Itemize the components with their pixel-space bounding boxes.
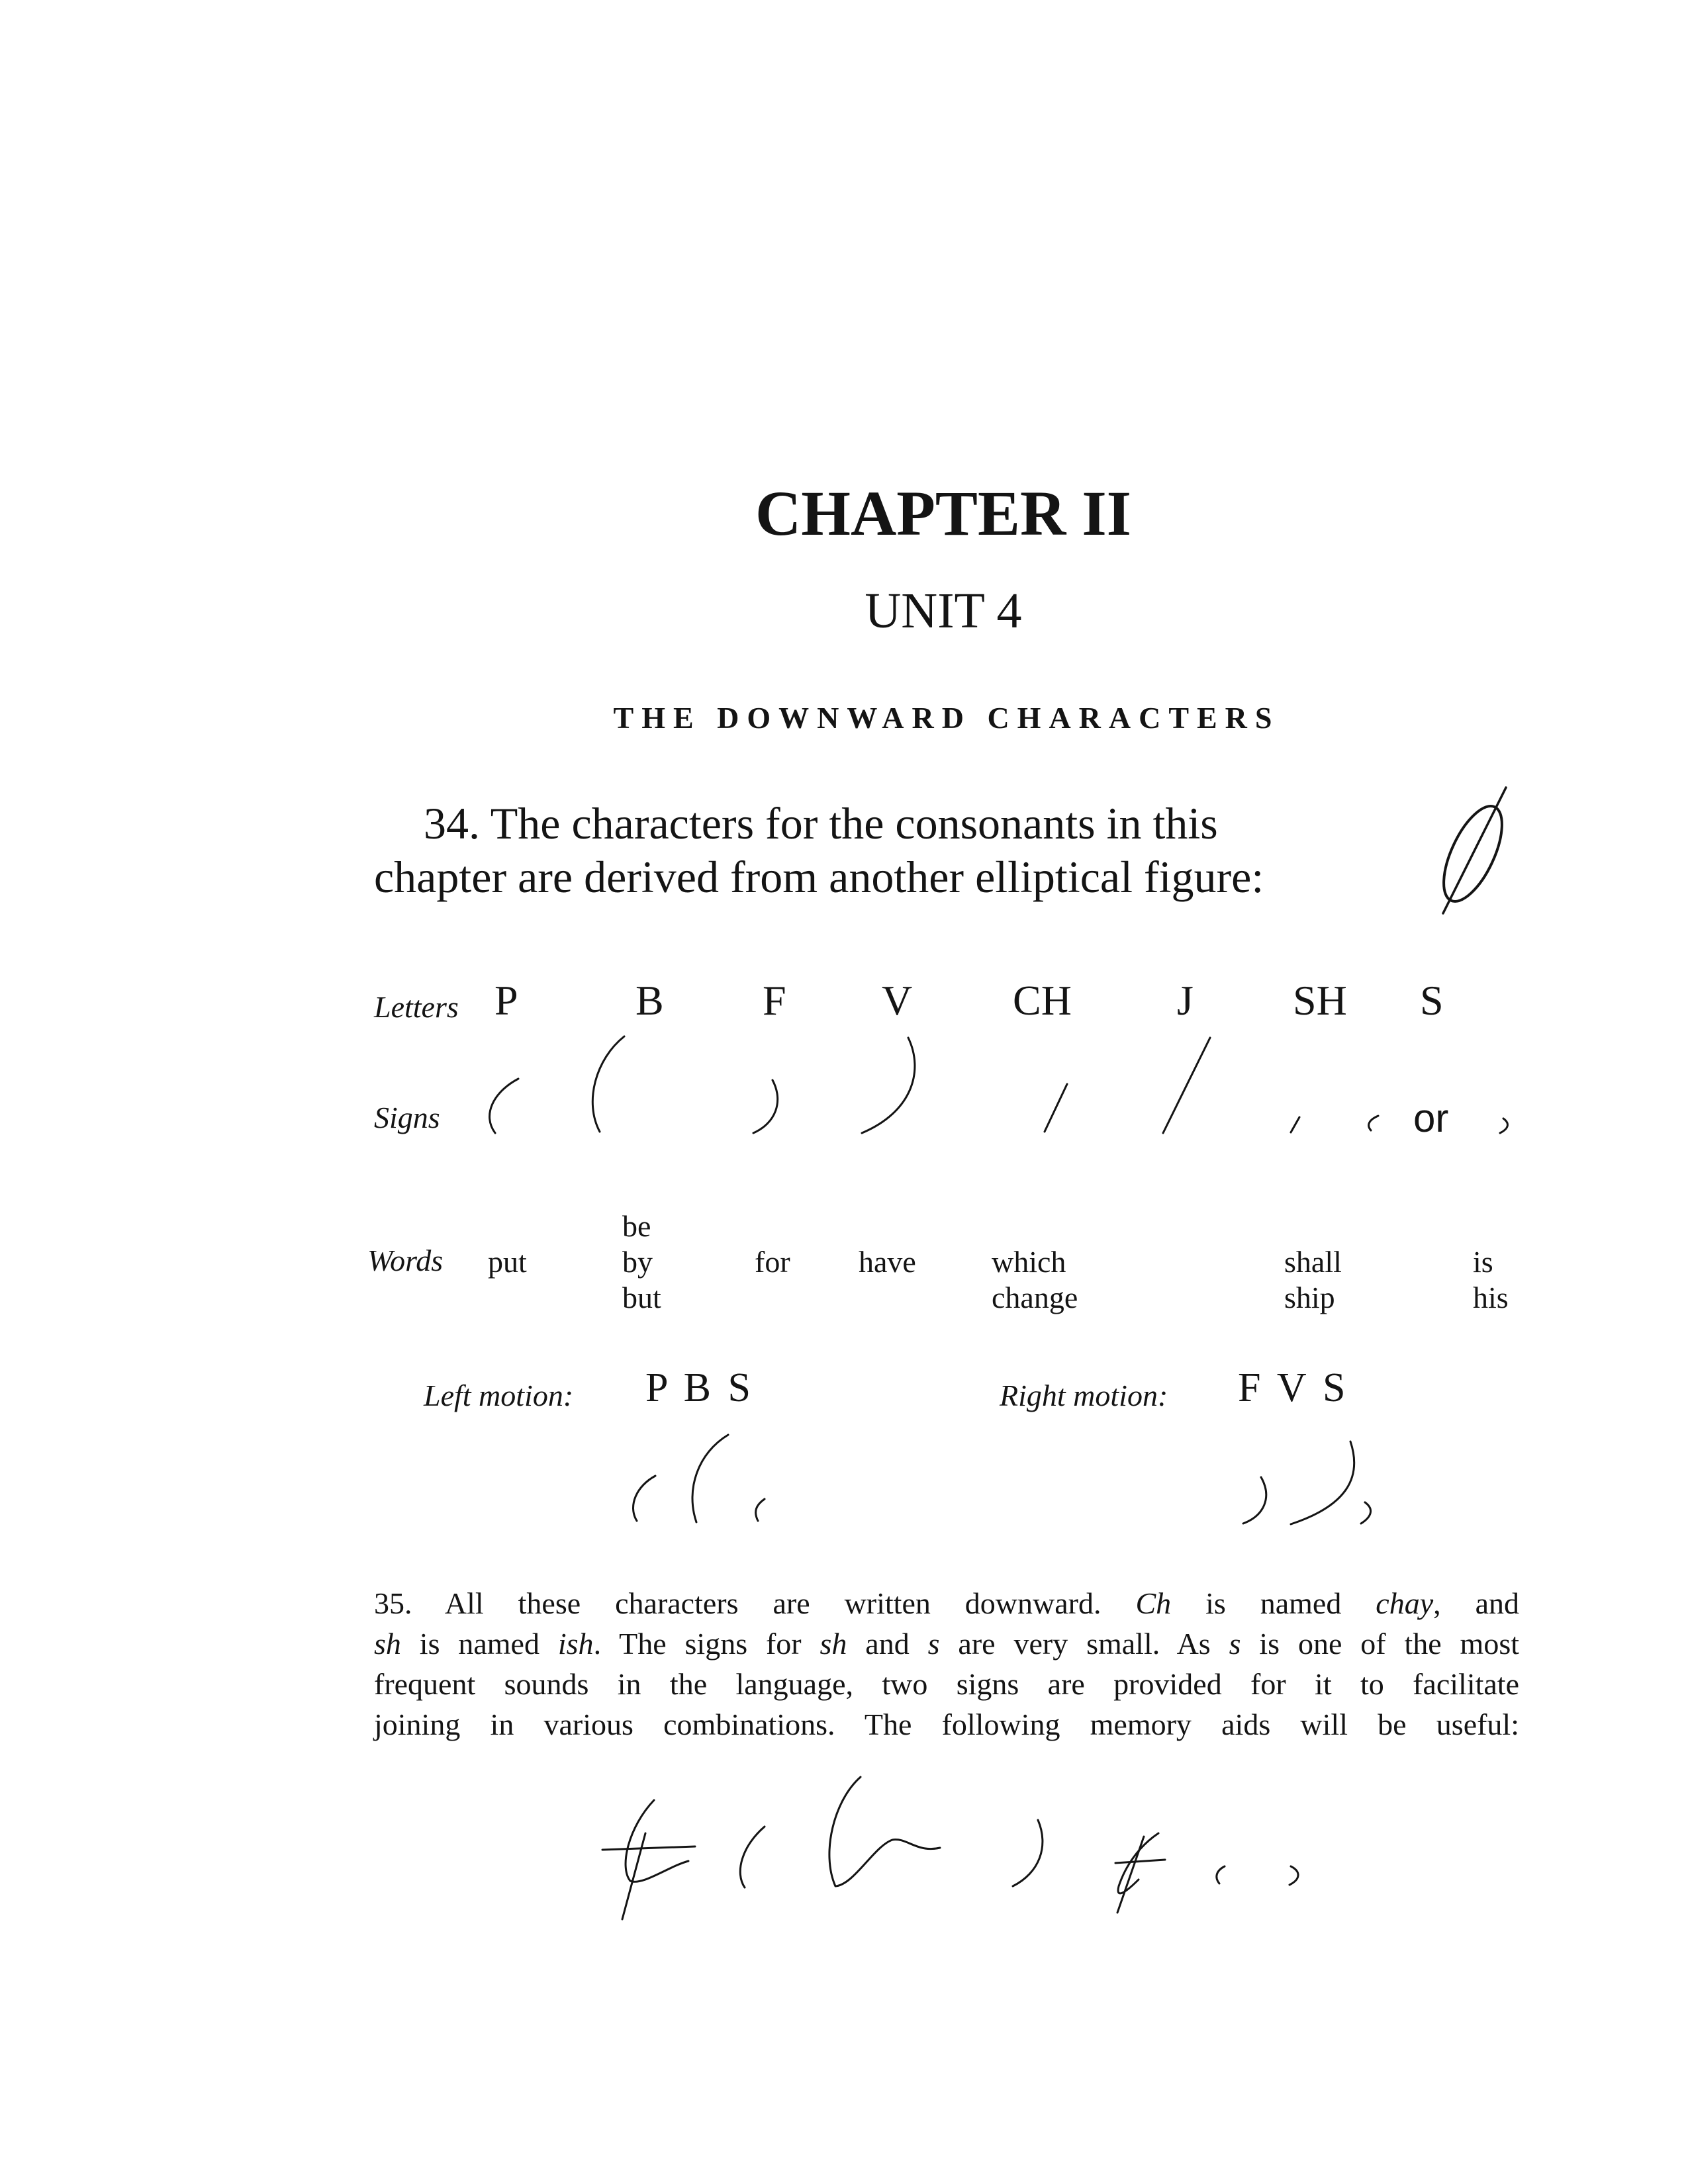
section-title: THE DOWNWARD CHARACTERS — [613, 701, 1280, 735]
memory-aid-2 — [740, 1827, 765, 1888]
text-span: is one of the most — [1241, 1627, 1520, 1661]
right-motion-sign-v — [1291, 1441, 1354, 1524]
sign-p — [490, 1079, 518, 1133]
sign-s-right — [1500, 1118, 1507, 1133]
memory-aid-7 — [1289, 1866, 1298, 1885]
sign-v — [862, 1038, 915, 1133]
memory-aid-3 — [829, 1777, 940, 1886]
unit-heading: UNIT 4 — [865, 583, 1022, 639]
para-35-line-2 — [374, 1623, 1519, 1664]
chapter-heading: CHAPTER II — [755, 478, 1132, 549]
sign-ch — [1045, 1084, 1067, 1132]
word: for — [755, 1245, 790, 1279]
sign-or-text: or — [1413, 1096, 1449, 1140]
para-35-line-1 — [374, 1583, 1519, 1623]
left-motion-sign-s — [756, 1499, 765, 1521]
para-34-line-1: 34. The characters for the consonants in this — [424, 798, 1218, 848]
letter-b: B — [635, 977, 664, 1024]
sign-f — [753, 1080, 778, 1133]
letter-v: V — [882, 977, 913, 1024]
memory-aid-1 — [626, 1800, 688, 1882]
text-span: are very small. As — [939, 1627, 1229, 1661]
italic-ch: Ch — [1135, 1586, 1172, 1620]
memory-aid-5-cross — [1115, 1860, 1165, 1863]
words-ch — [992, 1244, 1078, 1316]
text-span: , and — [1433, 1586, 1519, 1620]
italic-chay: chay — [1376, 1586, 1434, 1620]
words-sh — [1284, 1244, 1342, 1316]
sign-sh — [1291, 1117, 1299, 1132]
right-motion-label: Right motion: — [1000, 1379, 1168, 1412]
left-motion-sign-b — [692, 1435, 728, 1522]
words-v — [859, 1244, 916, 1280]
words-label: Words — [367, 1244, 444, 1277]
word: which — [992, 1245, 1066, 1279]
letter-j: J — [1177, 977, 1194, 1024]
memory-aid-5 — [1118, 1833, 1158, 1893]
text-span: and — [847, 1627, 928, 1661]
letter-f: F — [763, 977, 786, 1024]
left-motion-letters: P B S — [645, 1365, 751, 1410]
words-p — [488, 1244, 527, 1280]
ellipse-shape — [1432, 798, 1514, 909]
italic-s: s — [927, 1627, 940, 1661]
italic-sh: sh — [820, 1627, 847, 1661]
word: shall — [1284, 1245, 1342, 1279]
italic-ish: ish — [557, 1627, 594, 1661]
letter-s: S — [1420, 977, 1444, 1024]
sign-s-left — [1369, 1116, 1378, 1130]
right-motion-letters: F V S — [1238, 1365, 1346, 1410]
right-motion-sign-f — [1243, 1477, 1266, 1524]
words-f — [755, 1244, 790, 1280]
letter-sh: SH — [1293, 977, 1347, 1024]
text-span: . The signs for — [593, 1627, 820, 1661]
text-span: All these characters are written downward. — [412, 1586, 1136, 1620]
words-s — [1473, 1244, 1509, 1316]
left-motion-sign-p — [633, 1476, 655, 1521]
para-35-number: 35. — [374, 1586, 412, 1620]
word: put — [488, 1245, 527, 1279]
italic-sh: sh — [374, 1627, 401, 1661]
memory-aid-4 — [1013, 1820, 1043, 1886]
letter-p: P — [494, 977, 518, 1024]
ellipse-stroke — [1443, 788, 1506, 913]
words-b — [622, 1208, 661, 1316]
para-35 — [374, 1583, 1519, 1745]
word: ship — [1284, 1281, 1335, 1314]
left-motion-label: Left motion: — [424, 1379, 574, 1412]
para-35-line-3: frequent sounds in the language, two signs are provided for it to facilitate — [374, 1667, 1519, 1701]
word: by — [622, 1245, 653, 1279]
text-span: is named — [400, 1627, 558, 1661]
word: be — [622, 1209, 651, 1243]
text-span: is named — [1171, 1586, 1376, 1620]
para-34-line-2: chapter are derived from another elliptical figure: — [374, 852, 1264, 902]
word: change — [992, 1281, 1078, 1314]
memory-aid-6 — [1217, 1866, 1225, 1884]
word: his — [1473, 1281, 1509, 1314]
memory-aid-5-stem — [1117, 1837, 1144, 1913]
right-motion-sign-s — [1361, 1502, 1371, 1524]
sign-j — [1163, 1038, 1210, 1133]
word: but — [622, 1281, 661, 1314]
letters-label: Letters — [374, 990, 459, 1024]
italic-s: s — [1229, 1627, 1241, 1661]
signs-label: Signs — [374, 1101, 440, 1134]
memory-aid-1-stem — [622, 1833, 645, 1919]
word: have — [859, 1245, 916, 1279]
memory-aid-1-cross — [602, 1846, 695, 1850]
para-35-line-4: joining in various combinations. The following memory aids will be useful: — [374, 1707, 1519, 1741]
sign-b — [592, 1036, 624, 1132]
letter-ch: CH — [1013, 977, 1072, 1024]
word: is — [1473, 1245, 1493, 1279]
